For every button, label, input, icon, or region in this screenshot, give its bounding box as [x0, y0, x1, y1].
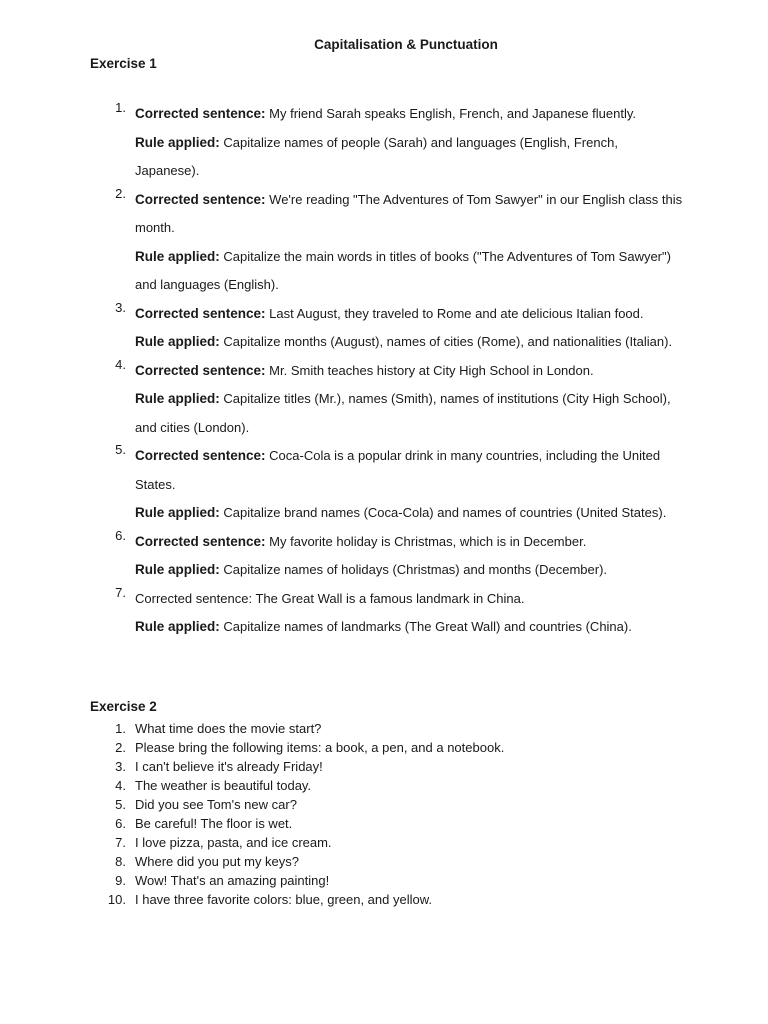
rule-applied: [135, 243, 683, 300]
list-item: [0, 871, 768, 890]
page-title: Capitalisation & Punctuation: [314, 37, 498, 52]
corrected-sentence-label: Corrected sentence:: [135, 191, 266, 207]
list-item: [0, 776, 768, 795]
item-text: Please bring the following items: a book, a pen, and a notebook.: [135, 740, 505, 755]
list-item: [0, 890, 768, 909]
exercise-1-heading: Exercise 1: [90, 56, 157, 71]
sentence-text: We're reading "The Adventures of Tom Sawyer" in our English class this month.: [135, 191, 683, 235]
sentence-text: My friend Sarah speaks English, French, and Japanese fluently.: [265, 106, 637, 121]
list-item: [0, 528, 768, 585]
item-number: 2.: [115, 740, 126, 755]
item-text: I have three favorite colors: blue, green, and yellow.: [135, 892, 433, 907]
list-item: [0, 100, 768, 186]
item-text: Be careful! The floor is wet.: [135, 816, 293, 831]
item-number: 4.: [115, 356, 126, 372]
item-text: The weather is beautiful today.: [135, 778, 312, 793]
list-item: [0, 757, 768, 776]
item-number: 7.: [115, 835, 126, 850]
sentence-text: Coca-Cola is a popular drink in many countries, including the United States.: [135, 448, 661, 492]
sentence-text: Corrected sentence: The Great Wall is a famous landmark in China.: [135, 590, 525, 606]
sentence-text: Mr. Smith teaches history at City High School in London.: [265, 362, 594, 378]
exercise-2-heading: Exercise 2: [90, 699, 157, 714]
rule-text: Capitalize names of landmarks (The Great Wall) and countries (China).: [219, 619, 632, 634]
corrected-sentence: [135, 357, 683, 386]
rule-applied: [135, 385, 683, 442]
corrected-sentence: [135, 100, 683, 129]
item-number: 3.: [115, 759, 126, 774]
corrected-sentence-label: Corrected sentence:: [135, 362, 266, 378]
list-item: [0, 357, 768, 443]
item-number: 5.: [115, 442, 126, 457]
list-item: [0, 852, 768, 871]
sentence-text: My favorite holiday is Christmas, which is in December.: [265, 533, 587, 549]
item-text: Did you see Tom's new car?: [135, 797, 297, 812]
item-number: 1.: [115, 100, 126, 115]
rule-applied-label: Rule applied:: [135, 334, 220, 349]
item-number: 6.: [115, 816, 126, 831]
rule-text: Capitalize brand names (Coca-Cola) and names of countries (United States).: [219, 505, 667, 520]
item-number: 10.: [107, 892, 126, 907]
exercise-2-list: [0, 719, 768, 909]
corrected-sentence-label: Corrected sentence:: [135, 533, 266, 549]
corrected-sentence: [135, 300, 683, 329]
corrected-sentence: [135, 585, 683, 614]
item-text: Wow! That's an amazing painting!: [135, 873, 330, 888]
item-number: 1.: [115, 721, 126, 736]
list-item: [0, 300, 768, 357]
list-item: [0, 795, 768, 814]
list-item: [0, 186, 768, 300]
item-number: 9.: [115, 873, 126, 888]
list-item: [0, 738, 768, 757]
item-text: What time does the movie start?: [135, 721, 322, 736]
rule-applied-label: Rule applied:: [135, 391, 220, 406]
item-number: 4.: [115, 778, 126, 793]
rule-applied-label: Rule applied:: [135, 134, 220, 150]
exercise-1-list: [0, 100, 768, 642]
list-item: [0, 719, 768, 738]
item-number: 3.: [115, 299, 126, 315]
rule-text: Capitalize months (August), names of cities (Rome), and nationalities (Italian).: [219, 334, 673, 349]
rule-text: Capitalize the main words in titles of books ("The Adventures of Tom Sawyer") and languages (English).: [135, 248, 671, 292]
item-number: 6.: [115, 527, 126, 543]
item-number: 2.: [115, 185, 126, 201]
item-text: I love pizza, pasta, and ice cream.: [135, 835, 332, 850]
rule-applied-label: Rule applied:: [135, 248, 220, 264]
rule-text: Capitalize names of holidays (Christmas) and months (December).: [219, 562, 608, 577]
list-item: [0, 585, 768, 642]
item-number: 7.: [115, 584, 126, 600]
corrected-sentence: [135, 528, 683, 557]
list-item: [0, 833, 768, 852]
rule-applied: [135, 129, 683, 186]
rule-applied-label: Rule applied:: [135, 619, 220, 634]
corrected-sentence: [135, 186, 683, 243]
rule-applied: [135, 499, 683, 528]
rule-applied-label: Rule applied:: [135, 562, 220, 577]
sentence-text: Last August, they traveled to Rome and ate delicious Italian food.: [265, 305, 644, 321]
corrected-sentence-label: Corrected sentence:: [135, 305, 266, 321]
corrected-sentence-label: Corrected sentence:: [135, 448, 266, 463]
rule-applied: [135, 613, 683, 642]
item-text: Where did you put my keys?: [135, 854, 300, 869]
rule-applied: [135, 556, 683, 585]
list-item: [0, 814, 768, 833]
rule-applied: [135, 328, 683, 357]
rule-text: Capitalize titles (Mr.), names (Smith), names of institutions (City High School), and cities (London).: [135, 391, 671, 435]
item-number: 5.: [115, 797, 126, 812]
corrected-sentence: [135, 442, 683, 499]
rule-text: Capitalize names of people (Sarah) and languages (English, French, Japanese).: [135, 134, 618, 178]
rule-applied-label: Rule applied:: [135, 505, 220, 520]
corrected-sentence-label: Corrected sentence:: [135, 106, 266, 121]
item-number: 8.: [115, 854, 126, 869]
item-text: I can't believe it's already Friday!: [135, 759, 323, 774]
list-item: [0, 442, 768, 528]
